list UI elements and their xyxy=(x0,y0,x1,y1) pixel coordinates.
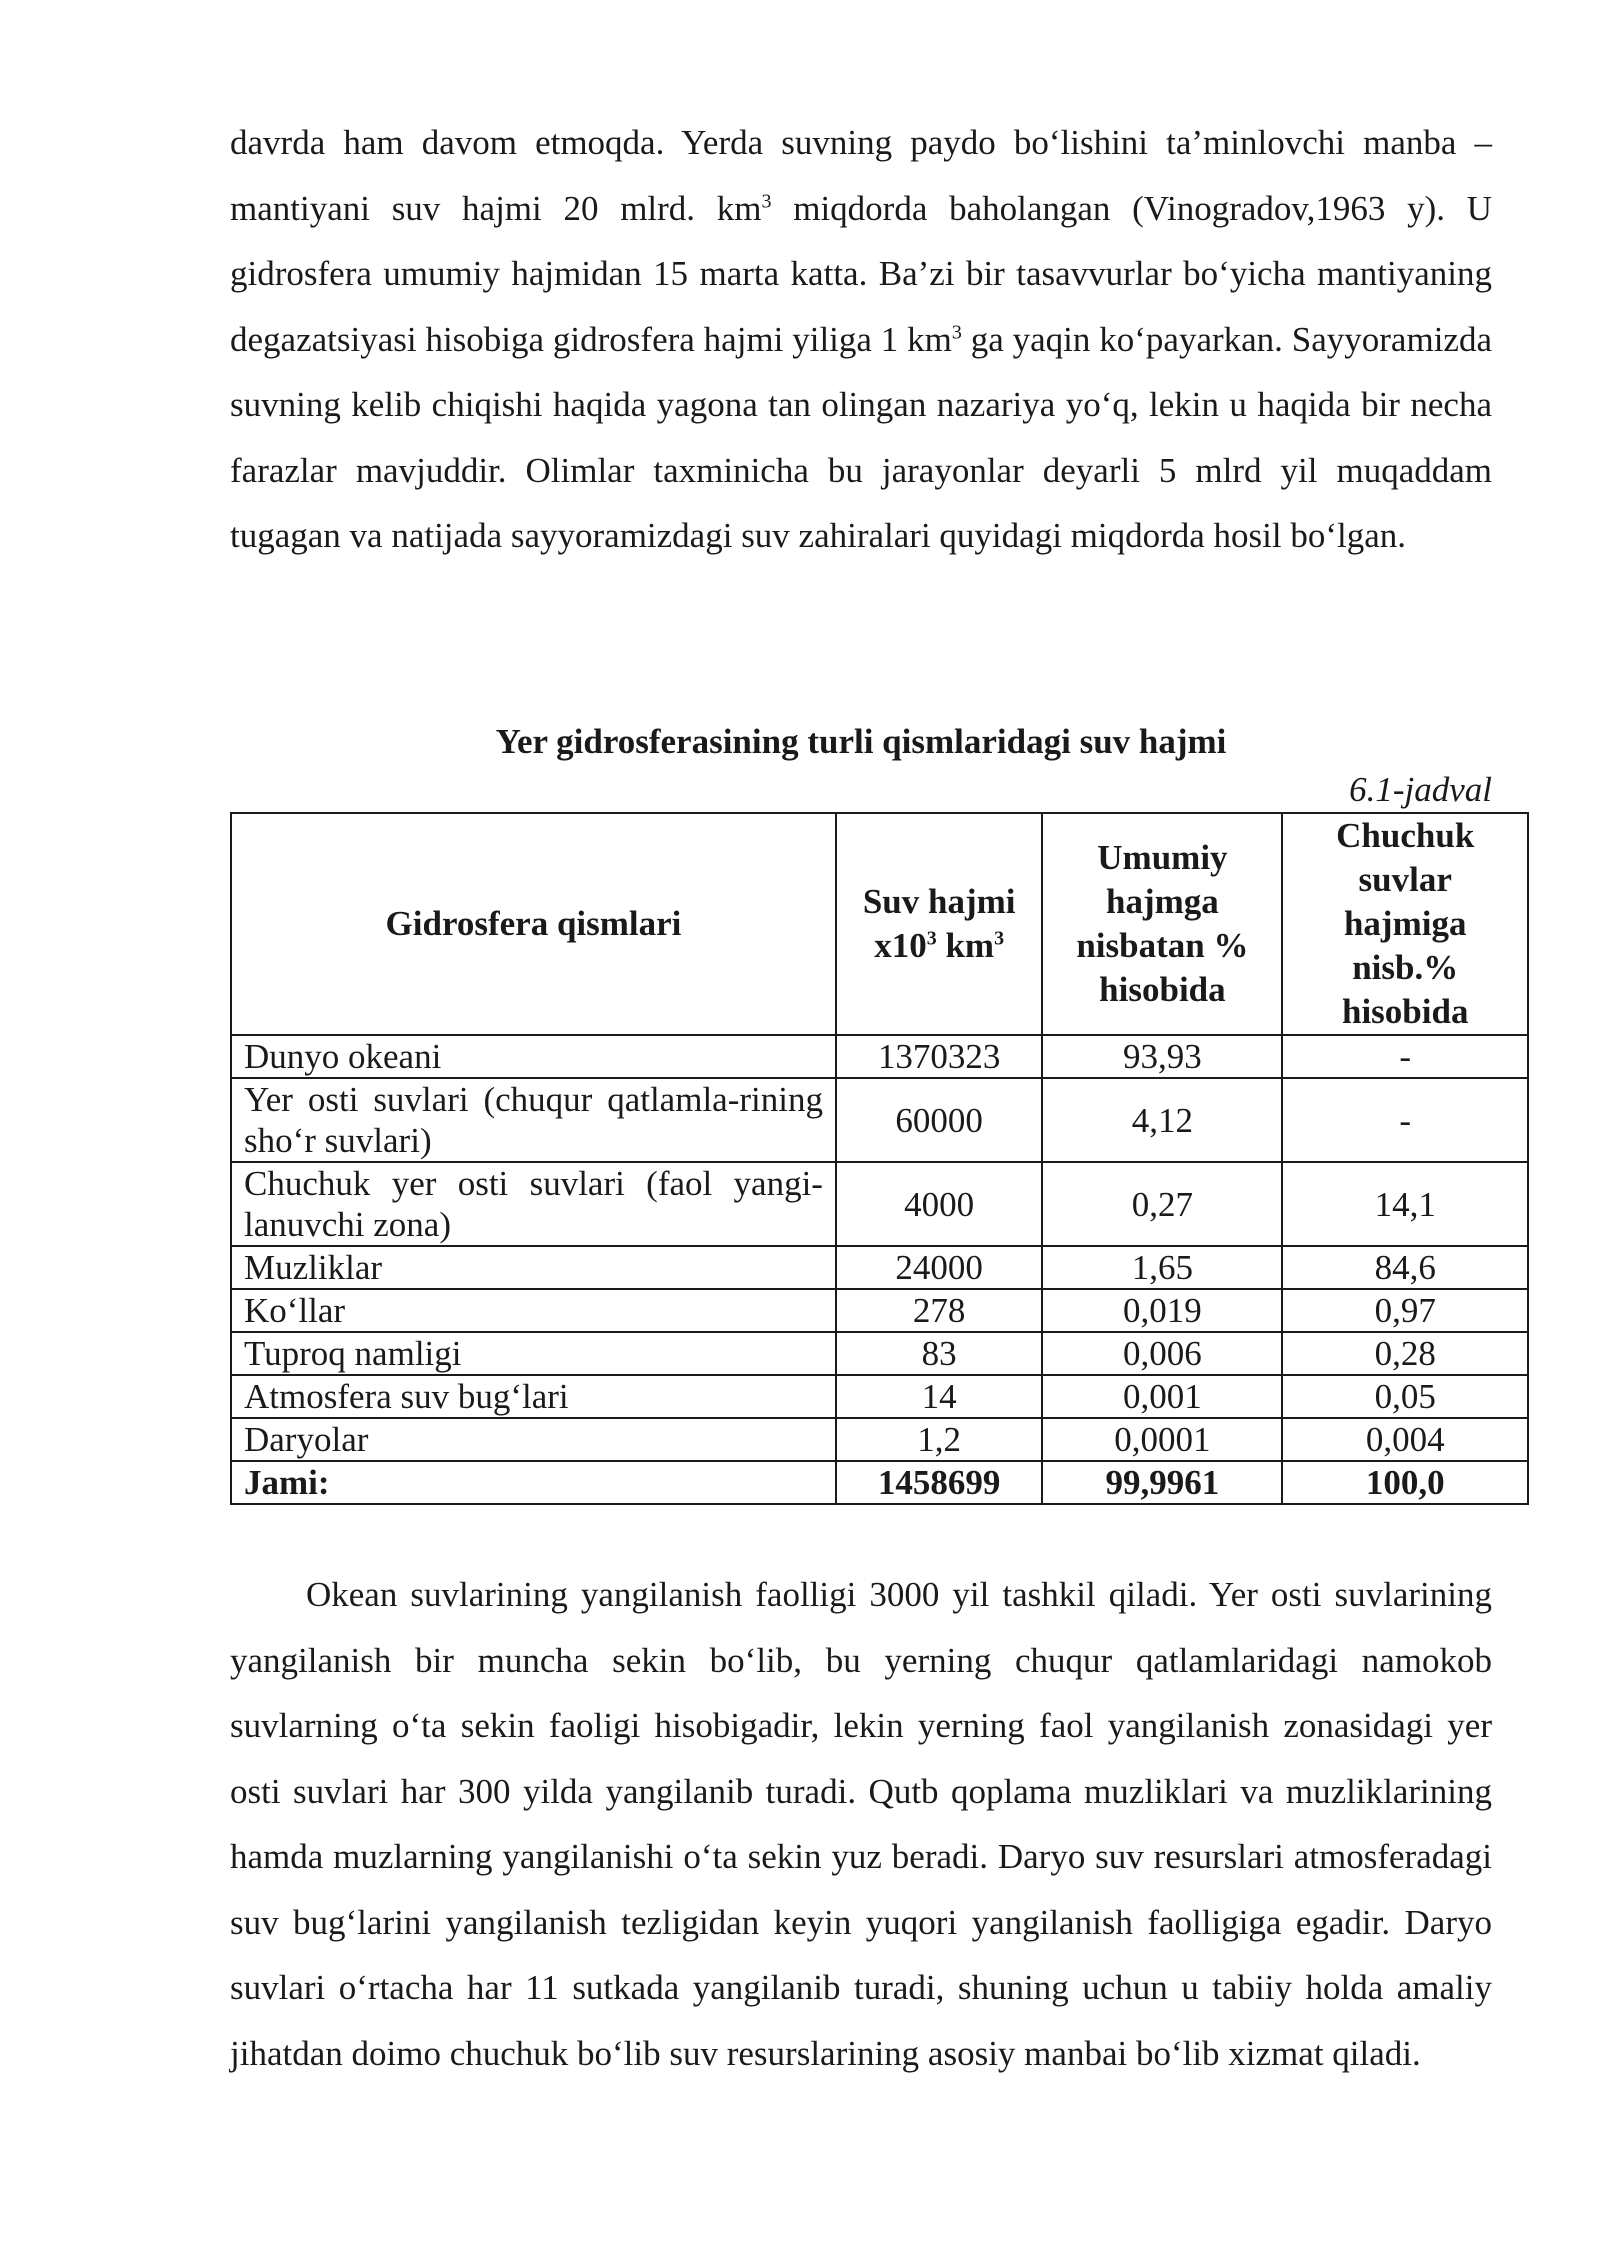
table-row xyxy=(231,1375,1528,1418)
table-row xyxy=(231,1332,1528,1375)
cell-pct-total: 1,65 xyxy=(1042,1246,1282,1289)
table-row xyxy=(231,1035,1528,1078)
cell-name: Tuproq namligi xyxy=(231,1332,836,1375)
intro-text-3: ga yaqin ko‘payarkan. Sayyoramizda suvning kelib chiqishi haqida yagona tan olingan nazariya yo‘q, lekin u haqida bir necha farazlar mavjuddir. Olimlar taxminicha bu jarayonlar deyarli 5 mlrd yil muqaddam tugagan va natijada sayyoramizdagi suv zahiralari quyidagi miqdorda hosil bo‘lgan. xyxy=(230,319,1492,555)
cell-name: Daryolar xyxy=(231,1418,836,1461)
cell-volume: 24000 xyxy=(836,1246,1042,1289)
cell-volume: 278 xyxy=(836,1289,1042,1332)
table-row xyxy=(231,1078,1528,1162)
outro-paragraph: Okean suvlarining yangilanish faolligi 3000 yil tashkil qiladi. Yer osti suvlarining yangilanish bir muncha sekin bo‘lib, bu yerning chuqur qatlamlaridagi namokob suvlarning o‘ta sekin faoligi hisobigadir, lekin yerning faol yangilanish zonasidagi yer osti suvlari har 300 yilda yangilanib turadi. Qutb qoplama muzliklari va muzliklarining hamda muzlarning yangilanishi o‘ta sekin yuz beradi. Daryo suv resurslari atmosferadagi suv bug‘larini yangilanish tezligidan keyin yuqori yangilanish faolligiga egadir. Daryo suvlari o‘rtacha har 11 sutkada yangilanib turadi, shuning uchun u tabiiy holda amaliy jihatdan doimo chuchuk bo‘lib suv resurslarining asosiy manbai bo‘lib xizmat qiladi. xyxy=(230,1575,1492,2073)
header-sup-1: 3 xyxy=(926,927,937,950)
table-row xyxy=(231,1246,1528,1289)
cell-volume: 60000 xyxy=(836,1078,1042,1162)
cell-pct-fresh: - xyxy=(1282,1035,1528,1078)
cell-name: Muzliklar xyxy=(231,1246,836,1289)
cell-volume: 1,2 xyxy=(836,1418,1042,1461)
water-volume-table xyxy=(230,812,1529,1505)
cell-pct-fresh: 84,6 xyxy=(1282,1246,1528,1289)
cell-pct-total: 4,12 xyxy=(1042,1078,1282,1162)
cell-volume: 14 xyxy=(836,1375,1042,1418)
cell-pct-total: 0,0001 xyxy=(1042,1418,1282,1461)
cell-name: Yer osti suvlari (chuqur qatlamla-rining sho‘r suvlari) xyxy=(231,1078,836,1162)
intro-paragraph xyxy=(230,110,1492,569)
cell-pct-total: 93,93 xyxy=(1042,1035,1282,1078)
cell-pct-fresh: 0,05 xyxy=(1282,1375,1528,1418)
cell-pct-total: 0,019 xyxy=(1042,1289,1282,1332)
cell-pct-fresh: 0,28 xyxy=(1282,1332,1528,1375)
outro-section xyxy=(230,1562,1492,2086)
cell-volume: 83 xyxy=(836,1332,1042,1375)
cell-pct-fresh: 0,97 xyxy=(1282,1289,1528,1332)
intro-superscript-2: 3 xyxy=(951,320,962,343)
cell-total-pct-total: 99,9961 xyxy=(1042,1461,1282,1504)
header-pct-total: Umumiy hajmga nisbatan % hisobida xyxy=(1042,813,1282,1035)
table-number: 6.1-jadval xyxy=(1349,770,1492,809)
document-page xyxy=(230,110,1492,2073)
cell-pct-fresh: - xyxy=(1282,1078,1528,1162)
cell-volume: 4000 xyxy=(836,1162,1042,1246)
cell-pct-fresh: 14,1 xyxy=(1282,1162,1528,1246)
table-total-row xyxy=(231,1461,1528,1504)
cell-volume: 1370323 xyxy=(836,1035,1042,1078)
header-water-volume-text: Suv hajmi x10 xyxy=(862,882,1016,965)
table-row xyxy=(231,1162,1528,1246)
table-title: Yer gidrosferasining turli qismlaridagi suv hajmi xyxy=(495,722,1227,761)
cell-name: Atmosfera suv bug‘lari xyxy=(231,1375,836,1418)
header-hydrosphere-parts: Gidrosfera qismlari xyxy=(231,813,836,1035)
intro-text-1: davrda ham davom etmoqda. Yerda suvning paydo bo‘lishini ta’minlovchi manba – mantiyani suv hajmi 20 mlrd. km xyxy=(230,123,1492,228)
cell-total-volume: 1458699 xyxy=(836,1461,1042,1504)
cell-pct-total: 0,001 xyxy=(1042,1375,1282,1418)
cell-pct-fresh: 0,004 xyxy=(1282,1418,1528,1461)
cell-name: Ko‘llar xyxy=(231,1289,836,1332)
cell-pct-total: 0,27 xyxy=(1042,1162,1282,1246)
header-water-volume xyxy=(836,813,1042,1035)
table-header-row xyxy=(231,813,1528,1035)
cell-total-label: Jami: xyxy=(231,1461,836,1504)
cell-total-pct-fresh: 100,0 xyxy=(1282,1461,1528,1504)
intro-superscript-1: 3 xyxy=(761,189,772,212)
cell-pct-total: 0,006 xyxy=(1042,1332,1282,1375)
cell-name: Chuchuk yer osti suvlari (faol yangi-lanuvchi zona) xyxy=(231,1162,836,1246)
table-row xyxy=(231,1418,1528,1461)
cell-name: Dunyo okeani xyxy=(231,1035,836,1078)
table-row xyxy=(231,1289,1528,1332)
header-pct-fresh: Chuchuk suvlar hajmiga nisb.% hisobida xyxy=(1282,813,1528,1035)
header-water-volume-unit: km xyxy=(936,926,995,965)
header-sup-2: 3 xyxy=(994,927,1005,950)
intro-text-2: miqdorda baholangan (Vinogradov,1963 y). U gidrosfera umumiy hajmidan 15 marta katta. Ba’zi bir tasavvurlar bo‘yicha mantiyaning degazatsiyasi hisobiga gidrosfera hajmi yiliga 1 km xyxy=(230,188,1492,359)
